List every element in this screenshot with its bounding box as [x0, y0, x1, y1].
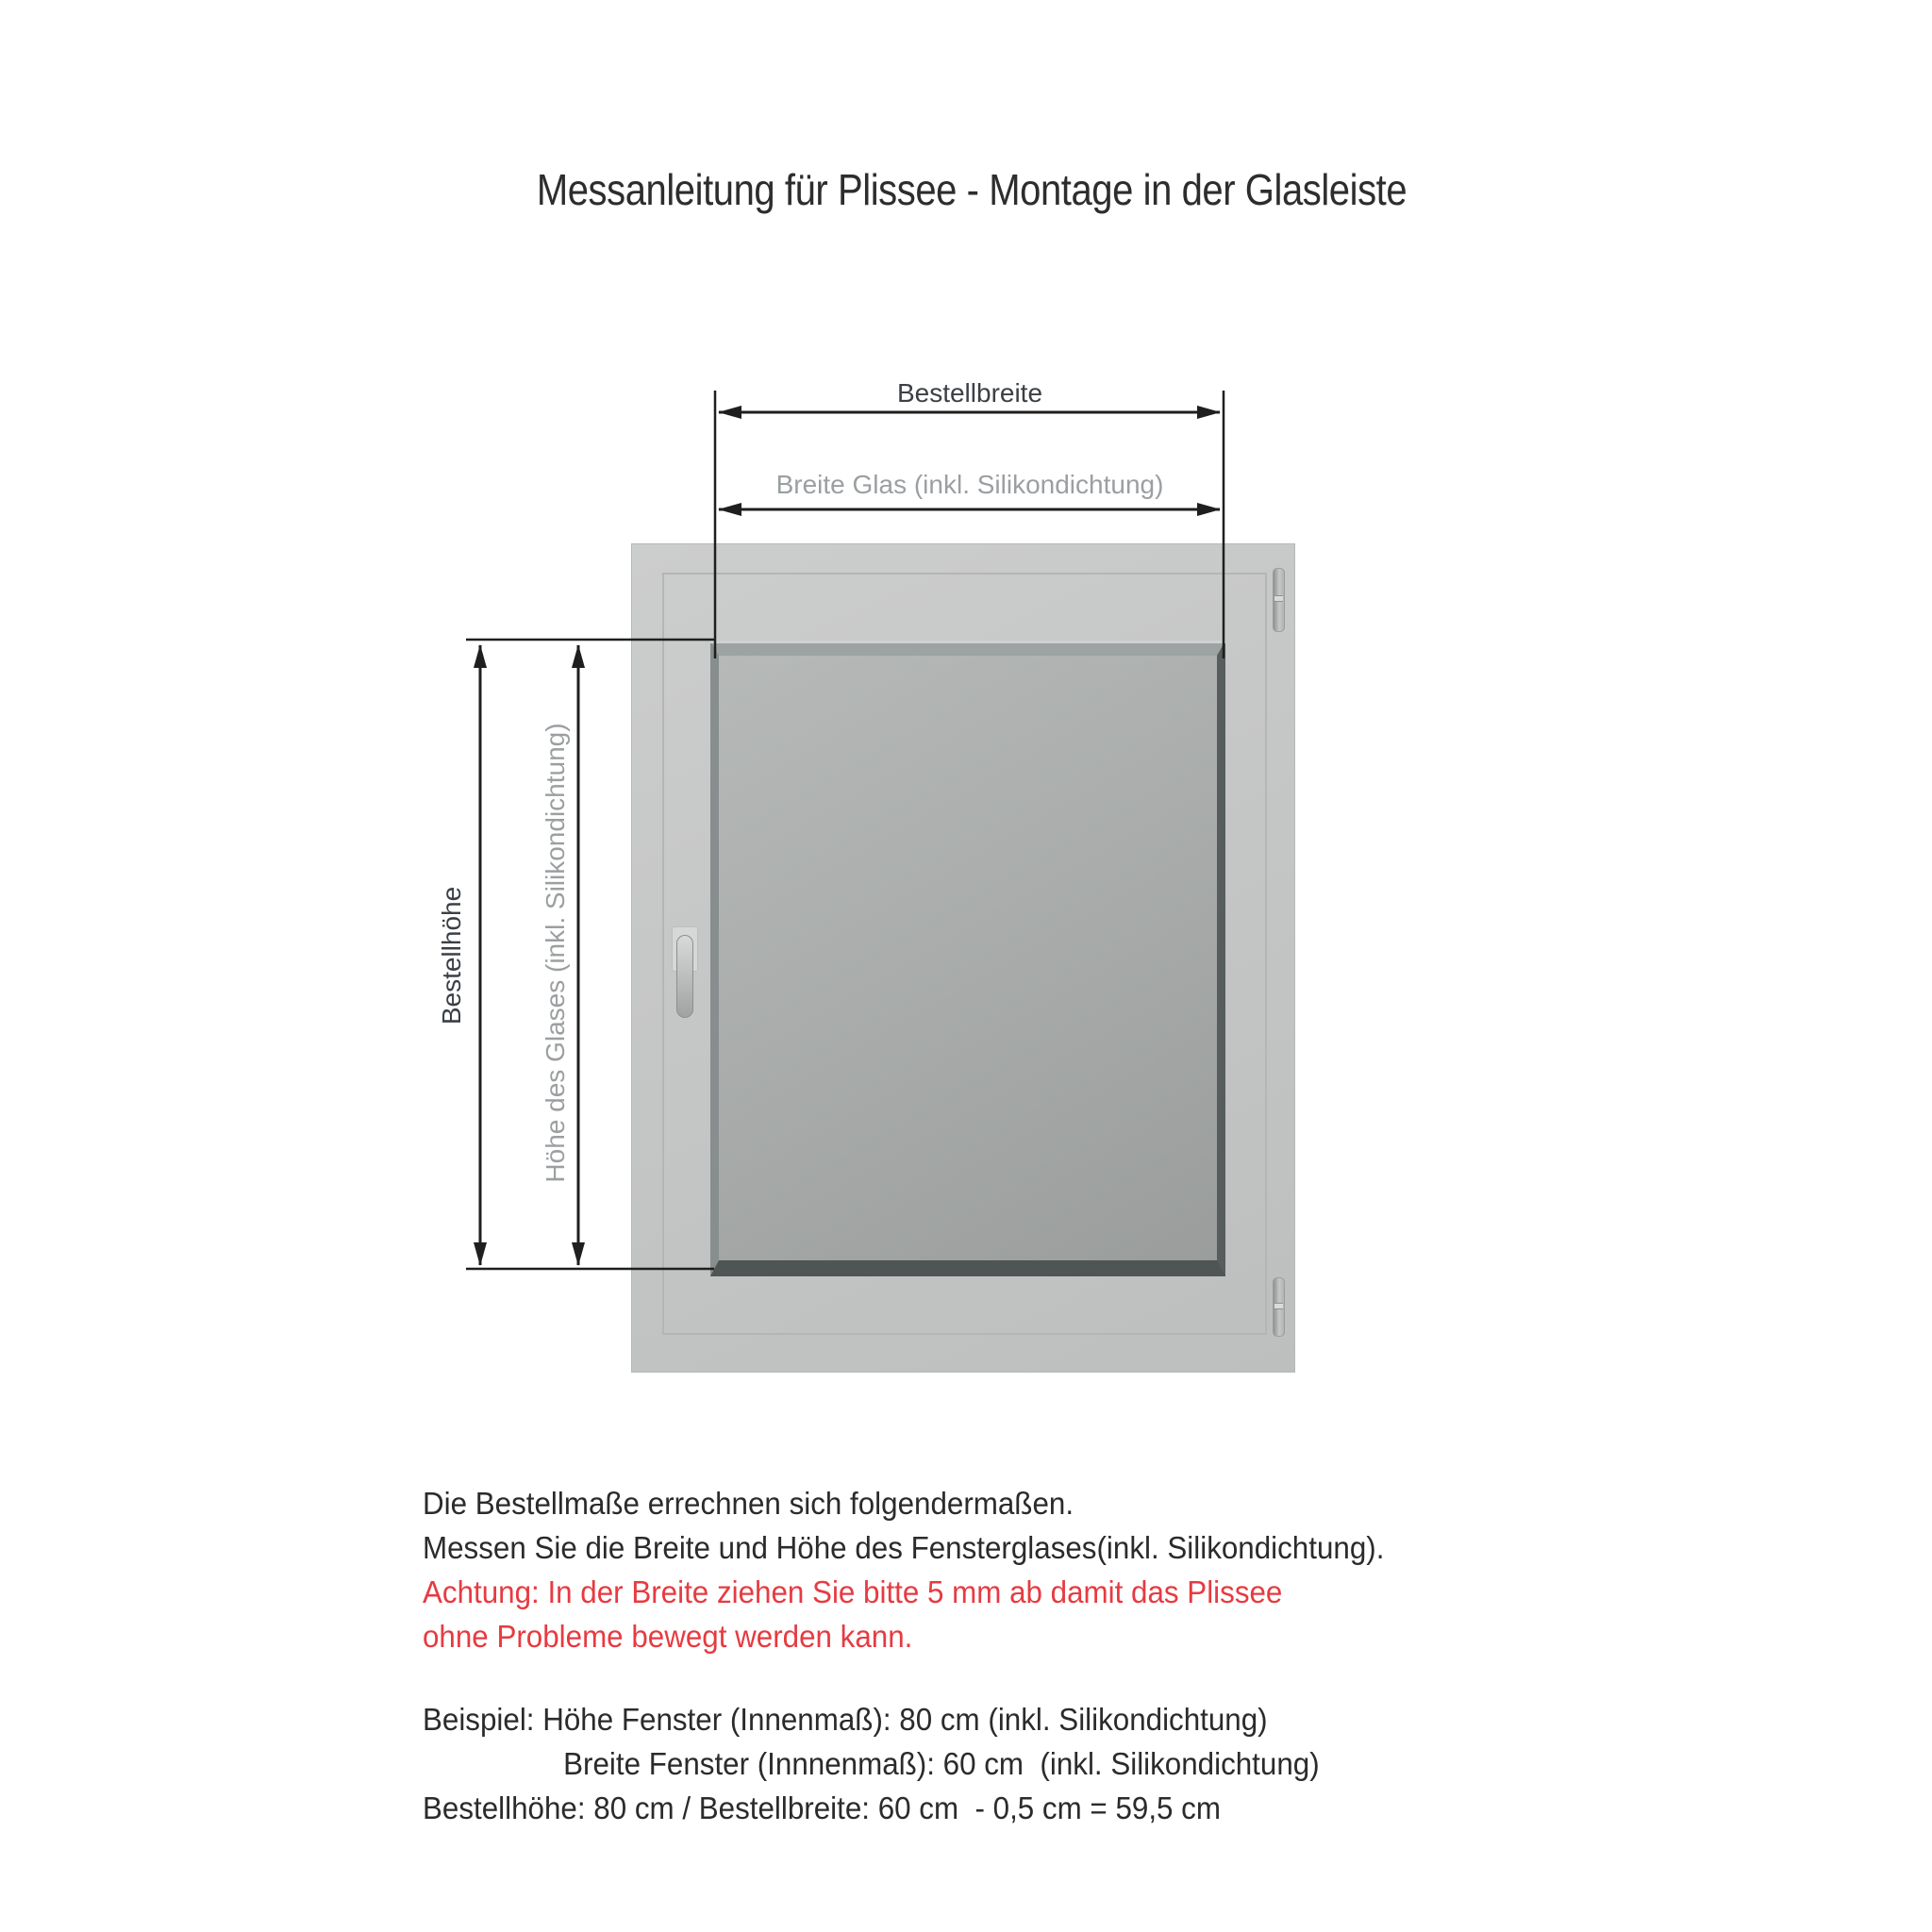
page-title: Messanleitung für Plissee - Montage in der Glasleiste — [536, 165, 1407, 214]
window-handle — [676, 935, 693, 1018]
warning-line: ohne Probleme bewegt werden kann. — [423, 1619, 913, 1654]
instructions-block — [423, 1481, 1384, 1830]
window-frame — [631, 543, 1295, 1373]
instruction-line: Die Bestellmaße errechnen sich folgendermaßen. — [423, 1486, 1074, 1521]
text-spacer — [423, 1658, 1384, 1697]
order-height-label: Bestellhöhe — [437, 886, 466, 1025]
window-hinge-top — [1273, 568, 1285, 632]
warning-line: Achtung: In der Breite ziehen Sie bitte 5 mm ab damit das Plissee — [423, 1574, 1283, 1609]
example-line: Beispiel: Höhe Fenster (Innenmaß): 80 cm (inkl. Silikondichtung) — [423, 1702, 1268, 1737]
instruction-line: Messen Sie die Breite und Höhe des Fensterglases(inkl. Silikondichtung). — [423, 1530, 1385, 1565]
glass-width-label: Breite Glas (inkl. Silikondichtung) — [775, 470, 1164, 499]
example-line: Breite Fenster (Innnenmaß): 60 cm (inkl. Silikondichtung) — [563, 1746, 1320, 1781]
window-hinge-bottom — [1273, 1277, 1285, 1337]
order-width-label: Bestellbreite — [896, 378, 1043, 408]
example-line: Bestellhöhe: 80 cm / Bestellbreite: 60 cm - 0,5 cm = 59,5 cm — [423, 1790, 1221, 1825]
glass-height-label: Höhe des Glases (inkl. Silikondichtung) — [541, 723, 570, 1183]
window-glass-pane — [710, 641, 1225, 1276]
